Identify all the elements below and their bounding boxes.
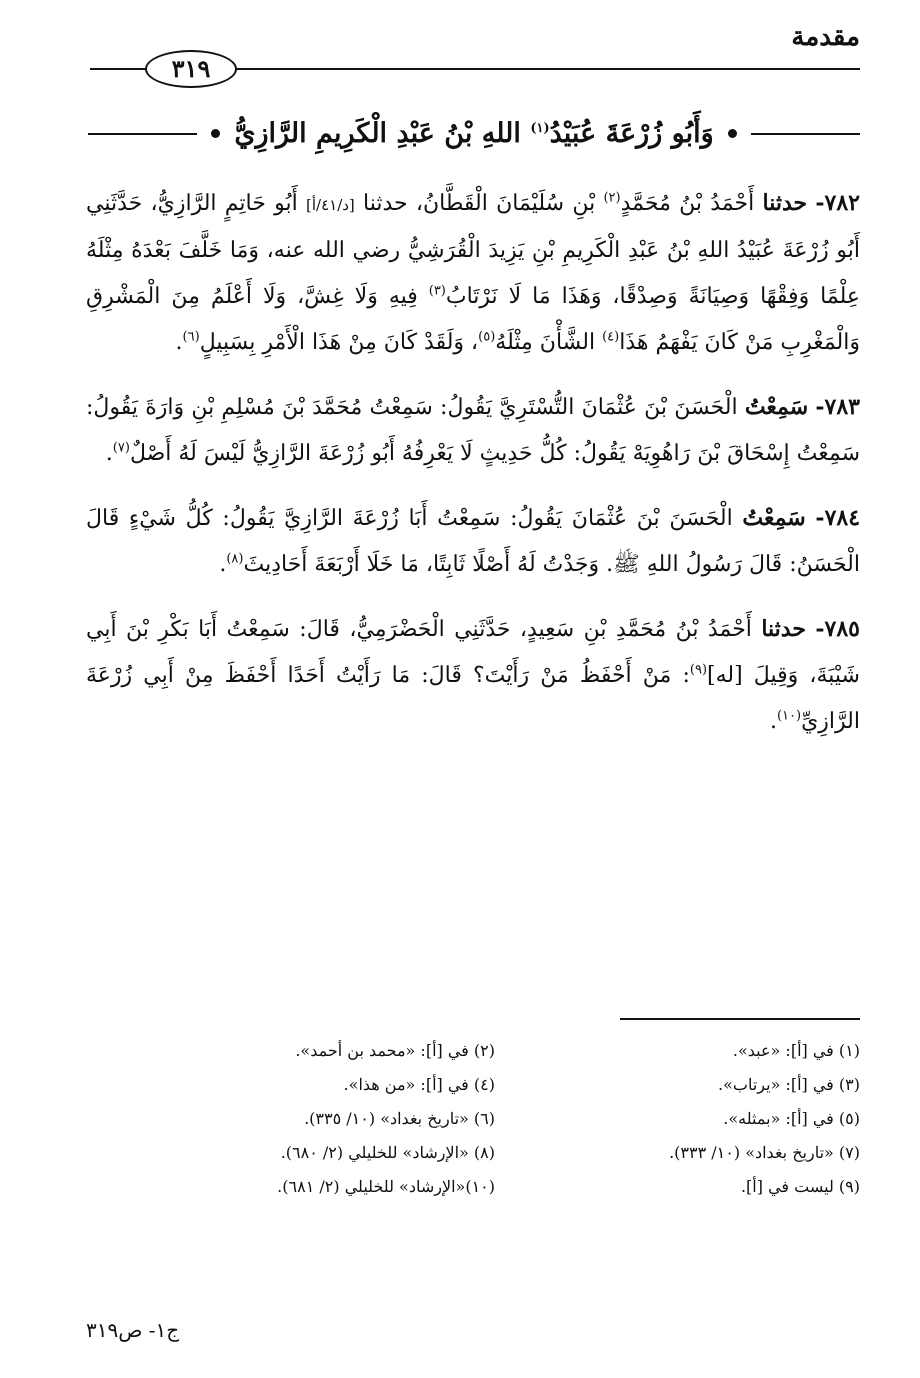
narration-keyword: سَمِعْتُ xyxy=(742,505,806,531)
volume-page-colophon: ج١- ص٣١٩ xyxy=(86,1318,180,1342)
footnote-6: (٦) «تاريخ بغداد» (١٠/ ٣٣٥). xyxy=(304,1109,495,1128)
narration-text: الشَّأْنَ مِثْلَهُ xyxy=(495,330,603,355)
narration-text: فِيهِ وَلَا غِشَّ، وَلَا أَعْلَمُ مِنَ الْمَشْرِقِ وَالْمَغْرِبِ مَنْ كَانَ يَفْهَمُ هَذَا xyxy=(86,284,860,355)
narration-number: ٧٨٤- xyxy=(815,505,861,531)
heading-name-end: اللهِ بْنُ عَبْدِ الْكَرِيمِ الرَّازِيُّ xyxy=(234,118,531,149)
footnote-3: (٣) في [أ]: «يرتاب». xyxy=(718,1075,860,1094)
footnote-ref[interactable]: (٥) xyxy=(478,329,496,345)
footnote-separator xyxy=(620,1018,860,1020)
heading-rule-right xyxy=(751,133,860,135)
footnote-ref[interactable]: (٧) xyxy=(112,440,130,456)
narration-keyword: سَمِعْتُ xyxy=(744,394,809,420)
narration-783 xyxy=(86,384,860,477)
narration-text: . xyxy=(219,552,227,577)
narration-text: . xyxy=(769,709,777,734)
footnote-5: (٥) في [أ]: «بمثله». xyxy=(723,1109,860,1128)
footnote-10: (١٠)«الإرشاد» للخليلي (٢/ ٦٨١). xyxy=(277,1177,495,1196)
narration-text: بْنِ سُلَيْمَانَ الْقَطَّانُ، حدثنا xyxy=(354,191,604,216)
footnotes xyxy=(170,1036,860,1202)
bullet-left xyxy=(211,129,220,138)
footnote-ref[interactable]: (١) xyxy=(530,121,550,136)
narration-text: : مَنْ أَحْفَظُ مَنْ رَأَيْتَ؟ قَالَ: مَا رَأَيْتُ أَحَدًا أَحْفَظَ مِنْ أَبِي زُرْعَةَ الرَّازِيِّ xyxy=(86,663,860,734)
running-title: مقدمة xyxy=(791,22,860,52)
narration-785 xyxy=(86,606,860,745)
narration-text: . xyxy=(175,330,183,355)
footnote-9: (٩) ليست في [أ]. xyxy=(740,1177,860,1196)
narration-number: ٧٨٢- xyxy=(815,190,860,216)
narration-text: أَبُو حَاتِمٍ الرَّازِيُّ، حَدَّثَنِي أَبُو زُرْعَةَ عُبَيْدُ اللهِ بْنُ عَبْدِ الْكَرِيمِ بْنِ يَزِيدَ الْقُرَشِيُّ رضي الله عنه، وَمَا خَلَّفَ بَعْدَهُ مِثْلَهُ عِلْمًا وَفِقْهًا وَصِيَانَةً وَصِدْقًا، وَهَذَا مَا لَا نَرْتَابُ xyxy=(86,191,860,309)
section-heading xyxy=(88,118,860,149)
page-number-badge: ٣١٩ xyxy=(145,50,237,88)
footnote-8: (٨) «الإرشاد» للخليلي (٢/ ٦٨٠). xyxy=(280,1143,495,1162)
footnote-1: (١) في [أ]: «عبد». xyxy=(732,1041,860,1060)
footnote-ref[interactable]: (١٠) xyxy=(776,708,802,724)
footnote-4: (٤) في [أ]: «من هذا». xyxy=(343,1075,495,1094)
narration-text: الْحَسَنَ بْنَ عُثْمَانَ التُّسْتَرِيَّ يَقُولُ: سَمِعْتُ مُحَمَّدَ بْنَ مُسْلِمِ بْنِ وَارَةَ يَقُولُ: سَمِعْتُ إِسْحَاقَ بْنَ رَاهُوِيَهْ يَقُولُ: كُلُّ حَدِيثٍ لَا يَعْرِفُهُ أَبُو زُرْعَةَ الرَّازِيُّ لَيْسَ لَهُ أَصْلٌ xyxy=(86,395,860,466)
heading-text xyxy=(234,118,713,149)
footnote-ref[interactable]: (٢) xyxy=(603,190,621,206)
footnote-ref[interactable]: (٦) xyxy=(182,329,200,345)
narration-text: ، وَلَقَدْ كَانَ مِنْ هَذَا الْأَمْرِ بِسَبِيلٍ xyxy=(199,330,479,355)
main-text xyxy=(86,180,860,755)
footnote-ref[interactable]: (٤) xyxy=(602,329,620,345)
manuscript-marker: [د/٤١/أ] xyxy=(305,196,355,214)
narration-keyword: حدثنا xyxy=(761,616,806,642)
narration-784 xyxy=(86,495,860,588)
narration-text: أَحْمَدُ بْنُ مُحَمَّدِ بْنِ سَعِيدٍ، حَدَّثَنِي الْحَضْرَمِيُّ، قَالَ: سَمِعْتُ أَبَا بَكْرِ بْنَ أَبِي شَيْبَةَ، وَقِيلَ [له] xyxy=(86,617,860,688)
narration-782 xyxy=(86,180,860,366)
footnote-7: (٧) «تاريخ بغداد» (١٠/ ٣٣٣). xyxy=(669,1143,860,1162)
footnote-ref[interactable]: (٨) xyxy=(226,551,244,567)
narration-number: ٧٨٥- xyxy=(815,616,860,642)
narration-text: الْحَسَنَ بْنَ عُثْمَانَ يَقُولُ: سَمِعْتُ أَبَا زُرْعَةَ الرَّازِيَّ يَقُولُ: كُلُّ شَيْءٍ قَالَ الْحَسَنُ: قَالَ رَسُولُ اللهِ ﷺ. وَجَدْتُ لَهُ أَصْلًا ثَابِتًا، مَا خَلَا أَرْبَعَةَ أَحَادِيثَ xyxy=(86,506,860,577)
footnote-2: (٢) في [أ]: «محمد بن أحمد». xyxy=(295,1041,495,1060)
narration-keyword: حدثنا xyxy=(762,190,808,216)
narration-text: . xyxy=(105,441,113,466)
heading-name-start: وَأَبُو زُرْعَةَ عُبَيْدُ xyxy=(549,118,714,149)
footnote-ref[interactable]: (٣) xyxy=(428,283,446,299)
narration-number: ٧٨٣- xyxy=(815,394,860,420)
heading-rule-left xyxy=(88,133,197,135)
bullet-right xyxy=(728,129,737,138)
narration-text: أَحْمَدُ بْنُ مُحَمَّدٍ xyxy=(620,191,763,216)
footnote-ref[interactable]: (٩) xyxy=(689,662,708,678)
